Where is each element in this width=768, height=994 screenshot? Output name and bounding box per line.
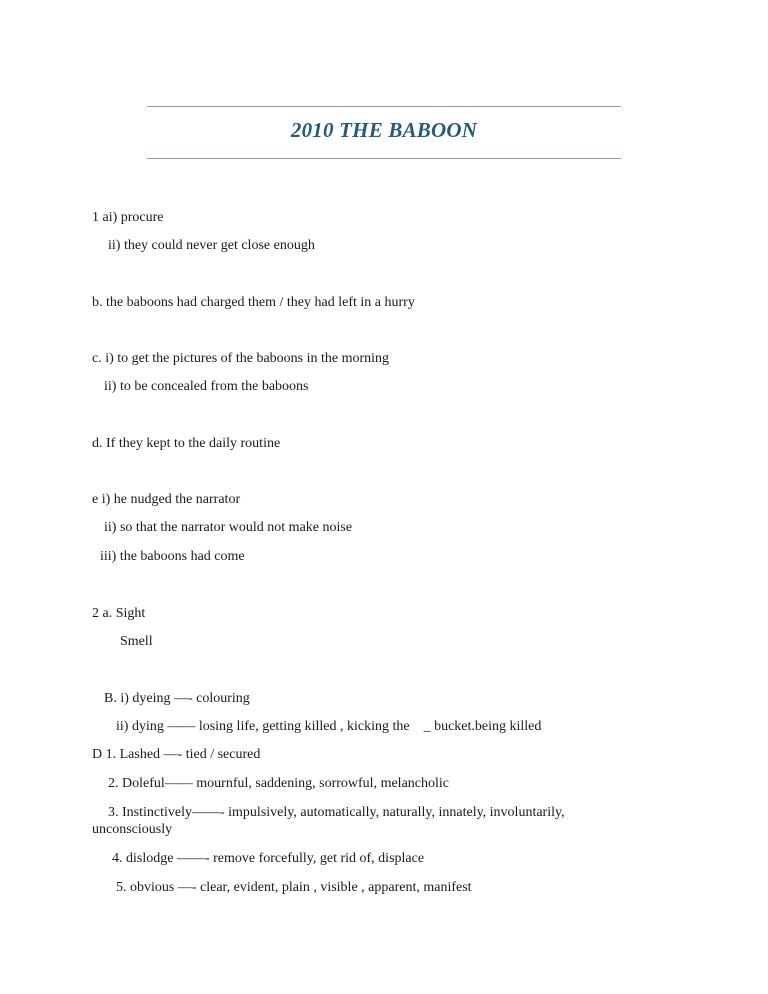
answer-d-5: 5. obvious —- clear, evident, plain , visible , apparent, manifest bbox=[116, 880, 472, 895]
answer-1-c-ii: ii) to be concealed from the baboons bbox=[104, 379, 309, 394]
answer-d-4: 4. dislodge ——- remove forcefully, get rid of, displace bbox=[112, 851, 425, 866]
answer-1-a-i: 1 ai) procure bbox=[92, 210, 164, 225]
answer-d-3: 3. Instinctively——- impulsively, automatically, naturally, innately, involuntarily, unconsciously bbox=[92, 805, 565, 837]
answer-1-a-ii: ii) they could never get close enough bbox=[108, 238, 315, 253]
answer-2-a-1: 2 a. Sight bbox=[92, 606, 146, 621]
answer-1-e-i: e i) he nudged the narrator bbox=[92, 492, 241, 507]
answer-1-e-iii: iii) the baboons had come bbox=[100, 549, 245, 564]
answer-d-1: D 1. Lashed —- tied / secured bbox=[92, 747, 261, 762]
page-title: 2010 THE BABOON bbox=[290, 118, 478, 142]
answer-1-d: d. If they kept to the daily routine bbox=[92, 436, 281, 451]
title-rule-top bbox=[147, 106, 621, 107]
answer-1-b: b. the baboons had charged them / they had left in a hurry bbox=[92, 295, 415, 310]
answer-2-b-i: B. i) dyeing —- colouring bbox=[104, 691, 250, 706]
answer-d-2: 2. Doleful—— mournful, saddening, sorrowful, melancholic bbox=[108, 776, 449, 791]
title-rule-bottom bbox=[147, 158, 621, 159]
answer-1-c-i: c. i) to get the pictures of the baboons in the morning bbox=[92, 351, 390, 366]
answer-2-a-2: Smell bbox=[120, 634, 153, 649]
answer-1-e-ii: ii) so that the narrator would not make noise bbox=[104, 520, 353, 535]
answer-2-b-ii: ii) dying —— losing life, getting killed , kicking the _ bucket.being killed bbox=[116, 719, 542, 734]
